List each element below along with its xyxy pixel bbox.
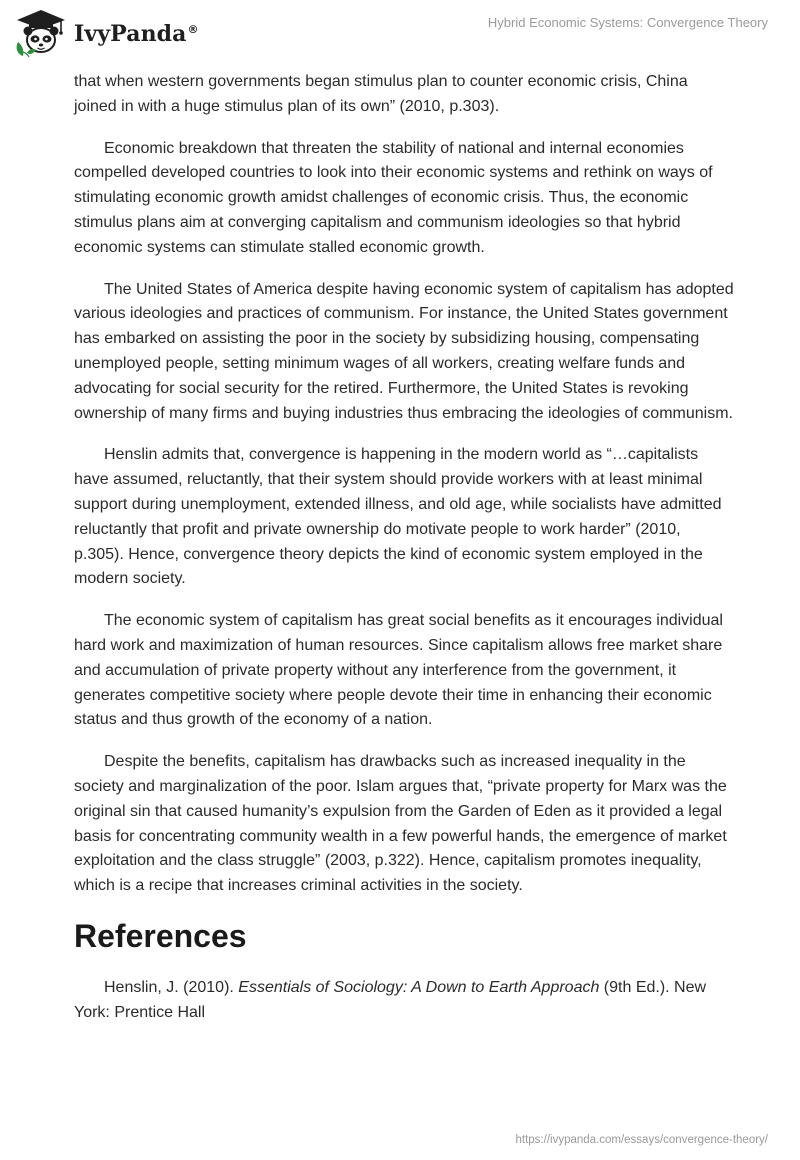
paragraph: that when western governments began stimulus plan to counter economic crisis, China joined in with a huge stimulus plan of its own” (2010, p.303).	[74, 73, 688, 115]
brand-name: IvyPanda®	[74, 21, 199, 47]
registered-mark: ®	[187, 22, 199, 36]
paragraph: The economic system of capitalism has great social benefits as it encourages individual hard work and maximization of human resources. Since capitalism allows free market share and accumulation of private property without any interference from the government, it generates competitive society where people devote their time in enhancing their economic status and thus growth of the economy of a nation.	[74, 612, 723, 729]
document-title: Hybrid Economic Systems: Convergence Theory	[487, 15, 768, 30]
ivypanda-logo[interactable]	[14, 8, 199, 58]
reference-item	[74, 976, 734, 1026]
reference-authors: Henslin, J. (2010).	[104, 978, 239, 996]
essay-body	[74, 70, 734, 1026]
paragraph: Henslin admits that, convergence is happening in the modern world as “…capitalists have assumed, reluctantly, that their system should provide workers with at least minimal support during unemployment, extended illness, and old age, while socialists have admitted reluctantly that profit and private ownership do motivate people to work harder” (2010, p.305). Hence, convergence theory depicts the kind of economic system employed in the modern society.	[74, 446, 722, 588]
paragraph: The United States of America despite having economic system of capitalism has adopted various ideologies and practices of communism. For instance, the United States government has embarked on assisting the poor in the society by subsidizing housing, compensating unemployed people, setting minimum wages of all workers, creating welfare funds and advocating for social security for the retired. Furthermore, the United States is revoking ownership of many firms and buying industries thus embracing the ideologies of communism.	[74, 280, 734, 422]
page-header	[0, 0, 800, 70]
panda-graduate-icon	[14, 8, 68, 58]
references-heading: References	[74, 917, 247, 954]
source-url[interactable]: https://ivypanda.com/essays/convergence-theory/	[515, 1134, 768, 1146]
paragraph: Despite the benefits, capitalism has drawbacks such as increased inequality in the society and marginalization of the poor. Islam argues that, “private property for Marx was the original sin that caused humanity’s expulsion from the Garden of Eden as it provided a legal basis for concentrating community wealth in a few powerful hands, the emergence of market exploitation and the class struggle” (2003, p.322). Hence, capitalism promotes inequality, which is a recipe that increases criminal activities in the society.	[74, 753, 727, 895]
paragraph: Economic breakdown that threaten the stability of national and internal economies compelled developed countries to look into their economic systems and rethink on ways of stimulating economic growth amidst challenges of economic crisis. Thus, the economic stimulus plans aim at converging capitalism and communism ideologies so that hybrid economic systems can stimulate stalled economic growth.	[74, 139, 713, 256]
reference-publisher: (9th Ed.). New York: Prentice Hall	[74, 978, 707, 1021]
reference-title: Essentials of Sociology: A Down to Earth Approach	[238, 978, 600, 996]
